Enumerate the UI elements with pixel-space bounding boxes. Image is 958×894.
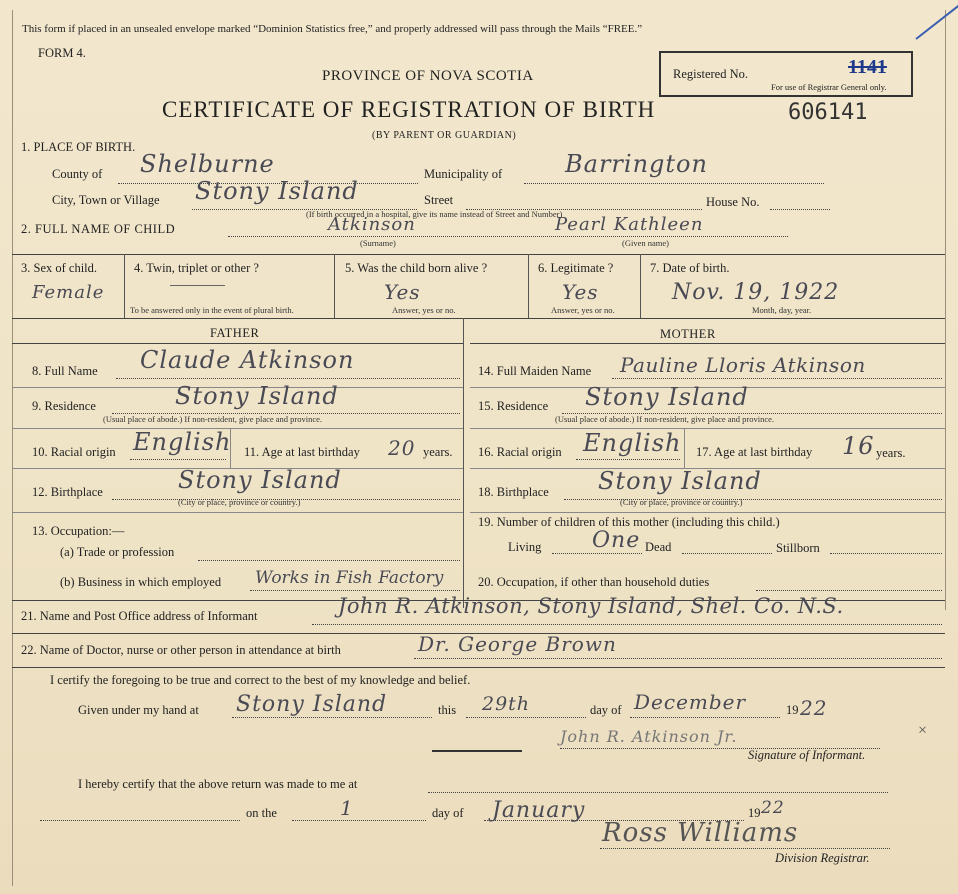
mother-years: years. xyxy=(876,446,906,460)
given-under-label: Given under my hand at xyxy=(78,703,199,717)
registered-number: 1141 xyxy=(848,56,887,78)
child-given-name: Pearl Kathleen xyxy=(555,214,704,235)
stamp-number: 606141 xyxy=(788,100,868,125)
top-notice: This form if placed in an unsealed envelope marked “Dominion Statistics free,” and properly addressed will pass through the Mails “FREE.” xyxy=(22,23,643,35)
doctor-label: 22. Name of Doctor, nurse or other person in attendance at birth xyxy=(21,643,341,657)
twin-note: To be answered only in the event of plural birth. xyxy=(130,305,294,315)
mother-res: Stony Island xyxy=(585,383,749,411)
registrar-signature: Ross Williams xyxy=(602,818,799,848)
stillborn-label: Stillborn xyxy=(776,541,820,555)
form-label: FORM 4. xyxy=(38,46,86,60)
registrar-day-of-label: day of xyxy=(432,806,464,820)
city-label: City, Town or Village xyxy=(52,193,160,207)
municipality-value: Barrington xyxy=(565,150,708,178)
registered-box xyxy=(659,51,913,97)
mother-age: 16 xyxy=(842,432,875,460)
informant-value: John R. Atkinson, Stony Island, Shel. Co. N.S. xyxy=(338,594,844,618)
registrar-on-the-label: on the xyxy=(246,806,277,820)
mother-birth: Stony Island xyxy=(598,467,762,495)
certify-year-prefix: 19 xyxy=(786,703,799,717)
father-res: Stony Island xyxy=(175,382,339,410)
father-name: Claude Atkinson xyxy=(140,346,355,374)
father-age-label: 11. Age at last birthday xyxy=(244,445,360,459)
registrar-year: 22 xyxy=(761,798,785,818)
twin-label: 4. Twin, triplet or other ? xyxy=(134,261,259,275)
informant-signature: John R. Atkinson Jr. xyxy=(560,727,738,746)
surname-caption: (Surname) xyxy=(360,238,396,248)
mother-birth-label: 18. Birthplace xyxy=(478,485,549,499)
certify-day: 29th xyxy=(482,693,531,715)
street-label: Street xyxy=(424,193,454,207)
father-age: 20 xyxy=(388,436,416,460)
father-birth-label: 12. Birthplace xyxy=(32,485,103,499)
registrar-month: January xyxy=(492,798,586,823)
informant-label: 21. Name and Post Office address of Informant xyxy=(21,609,258,623)
registrar-text: I hereby certify that the above return was made to me at xyxy=(78,777,358,791)
alive-value: Yes xyxy=(384,280,421,304)
alive-note: Answer, yes or no. xyxy=(392,305,456,315)
municipality-label: Municipality of xyxy=(424,167,503,181)
mother-res-note: (Usual place of abode.) If non-resident, give place and province. xyxy=(555,414,775,424)
registered-note: For use of Registrar General only. xyxy=(771,82,887,92)
father-business: Works in Fish Factory xyxy=(255,568,444,588)
mother-race: English xyxy=(583,429,682,457)
certify-year: 22 xyxy=(800,696,828,720)
registered-label: Registered No. xyxy=(673,67,748,81)
certify-this-label: this xyxy=(438,703,457,717)
sex-label: 3. Sex of child. xyxy=(21,261,98,275)
mother-children-label: 19. Number of children of this mother (including this child.) xyxy=(478,515,780,529)
living-label: Living xyxy=(508,540,542,554)
certify-day-of-label: day of xyxy=(590,703,622,717)
mother-name: Pauline Lloris Atkinson xyxy=(620,353,866,377)
father-heading: FATHER xyxy=(210,326,260,340)
place-heading: 1. PLACE OF BIRTH. xyxy=(21,140,136,154)
date-value: Nov. 19, 1922 xyxy=(672,280,840,305)
father-race: English xyxy=(133,428,232,456)
province-heading: PROVINCE OF NOVA SCOTIA xyxy=(322,68,534,84)
given-caption: (Given name) xyxy=(622,238,669,248)
registrar-year-prefix: 19 xyxy=(748,806,761,820)
hospital-note: (If birth occurred in a hospital, give its name instead of Street and Number) xyxy=(306,209,563,219)
mother-name-label: 14. Full Maiden Name xyxy=(478,364,592,378)
father-res-label: 9. Residence xyxy=(32,399,96,413)
mother-heading: MOTHER xyxy=(660,327,716,341)
mother-race-label: 16. Racial origin xyxy=(478,445,562,459)
mother-res-label: 15. Residence xyxy=(478,399,549,413)
county-label: County of xyxy=(52,167,103,181)
legit-value: Yes xyxy=(562,280,599,304)
certify-month: December xyxy=(634,690,747,714)
father-years: years. xyxy=(423,445,453,459)
mother-age-label: 17. Age at last birthday xyxy=(696,445,813,459)
legit-label: 6. Legitimate ? xyxy=(538,261,614,275)
father-birth: Stony Island xyxy=(178,466,342,494)
father-occ-label: 13. Occupation:— xyxy=(32,524,125,538)
signature-x-mark: × xyxy=(918,722,928,739)
date-note: Month, day, year. xyxy=(752,305,812,315)
father-birth-note: (City or place, province or country.) xyxy=(178,497,301,507)
legit-note: Answer, yes or no. xyxy=(551,305,615,315)
mother-occ-label: 20. Occupation, if other than household duties xyxy=(478,575,710,589)
father-race-label: 10. Racial origin xyxy=(32,445,116,459)
signature-caption: Signature of Informant. xyxy=(748,748,866,762)
father-business-label: (b) Business in which employed xyxy=(60,575,222,589)
child-name-label: 2. FULL NAME OF CHILD xyxy=(21,222,176,236)
child-surname: Atkinson xyxy=(328,214,416,235)
living-value: One xyxy=(592,528,641,553)
mother-birth-note: (City or place, province or country.) xyxy=(620,497,743,507)
father-trade-label: (a) Trade or profession xyxy=(60,545,175,559)
page-title: CERTIFICATE OF REGISTRATION OF BIRTH xyxy=(162,97,656,122)
county-value: Shelburne xyxy=(140,150,275,178)
alive-label: 5. Was the child born alive ? xyxy=(345,261,488,275)
certify-text: I certify the foregoing to be true and correct to the best of my knowledge and belief. xyxy=(50,673,471,687)
date-label: 7. Date of birth. xyxy=(650,261,730,275)
father-name-label: 8. Full Name xyxy=(32,364,98,378)
sex-value: Female xyxy=(32,282,105,303)
dead-label: Dead xyxy=(645,540,672,554)
house-label: House No. xyxy=(706,195,760,209)
doctor-value: Dr. George Brown xyxy=(418,632,617,656)
certify-place: Stony Island xyxy=(236,692,388,717)
city-value: Stony Island xyxy=(195,177,359,205)
page-subtitle: (BY PARENT OR GUARDIAN) xyxy=(372,130,517,141)
registrar-caption: Division Registrar. xyxy=(775,851,870,865)
father-res-note: (Usual place of abode.) If non-resident, give place and province. xyxy=(103,414,323,424)
registrar-day: 1 xyxy=(340,796,354,820)
ink-check-mark xyxy=(915,1,958,40)
